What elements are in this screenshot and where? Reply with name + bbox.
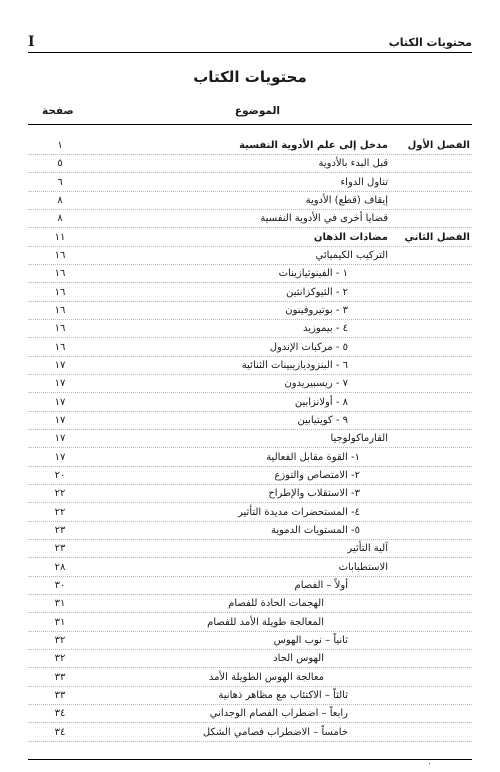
toc-topic: ٣ - بوتيروفينون xyxy=(285,305,348,316)
toc-row xyxy=(28,375,472,393)
toc-topic: الاستطبابات xyxy=(338,561,388,573)
toc-topic: إيقاف (قطع) الأدوية xyxy=(305,195,388,206)
toc-row xyxy=(28,357,472,375)
toc-topic: تناول الدواء xyxy=(340,176,388,188)
toc-page-number: ٣٣ xyxy=(54,689,66,701)
toc-row xyxy=(28,522,472,540)
toc-row xyxy=(28,595,472,613)
toc-row xyxy=(28,669,472,687)
toc-page-number: ٣٢ xyxy=(54,634,66,646)
toc-topic: أولاً – الفصام xyxy=(294,579,348,591)
toc-page-number: ٥ xyxy=(57,158,63,170)
toc-row xyxy=(28,284,472,302)
toc-page-number: ١٧ xyxy=(54,414,66,426)
toc-topic: ثالثاً – الاكتئاب مع مظاهر ذهانية xyxy=(218,689,348,701)
toc-page-number: ١٧ xyxy=(54,451,66,463)
toc-page-number: ٢٠ xyxy=(54,469,66,481)
toc-topic: ٨ - أولانزابين xyxy=(294,396,348,408)
toc-row xyxy=(28,394,472,412)
toc-topic: خامساً – الاضطراب فصامي الشكل xyxy=(202,726,348,738)
toc-page-number: ١٦ xyxy=(54,305,66,316)
toc-topic: ٩ - كويتيابين xyxy=(297,414,348,426)
toc-page-number: ١٦ xyxy=(54,268,66,280)
toc-chapter-label: الفصل الثاني xyxy=(404,231,470,243)
toc-topic: قبل البدء بالأدوية xyxy=(318,158,388,170)
toc-page-number: ٣٤ xyxy=(54,726,66,738)
toc-topic: ٤- المستحضرات مديدة التأثير xyxy=(238,506,360,518)
toc-page-number: ٢٢ xyxy=(54,506,66,518)
toc-page-number: ١٦ xyxy=(54,250,66,261)
toc-row xyxy=(28,449,472,467)
page-column-header: صفحة xyxy=(42,105,74,117)
toc-page-number: ٢٣ xyxy=(54,524,66,536)
toc-row xyxy=(28,155,472,173)
toc-page-number: ٢٢ xyxy=(54,488,66,500)
toc-row xyxy=(28,504,472,522)
toc-page-number: ١٧ xyxy=(54,396,66,408)
toc-topic: رابعاً – اضطراب الفصام الوجداني xyxy=(209,708,348,720)
toc-row xyxy=(28,687,472,705)
toc-row xyxy=(28,320,472,338)
toc-row xyxy=(28,705,472,723)
page-number: I xyxy=(28,34,35,50)
toc-topic: المعالجة طويلة الأمد للفصام xyxy=(207,616,324,628)
toc-row xyxy=(28,192,472,210)
toc-row xyxy=(28,412,472,430)
toc-row xyxy=(28,137,472,155)
running-header-title: محتويات الكتاب xyxy=(388,36,472,49)
toc-row xyxy=(28,559,472,577)
toc-page-number: ٢٨ xyxy=(54,561,66,573)
toc-topic: آلية التأثير xyxy=(347,543,388,555)
toc-topic: معالجة الهوس الطويلة الأمد xyxy=(208,671,324,683)
toc-row xyxy=(28,650,472,668)
footer-rule xyxy=(28,759,472,760)
toc-page-number: ٣٠ xyxy=(54,579,66,591)
toc-row xyxy=(28,577,472,595)
toc-row xyxy=(28,632,472,650)
toc-row xyxy=(28,302,472,320)
toc-topic: التركيب الكيميائي xyxy=(315,250,388,261)
toc-row xyxy=(28,247,472,265)
toc-page-number: ١١ xyxy=(54,231,66,243)
toc-row xyxy=(28,210,472,228)
toc-topic: مضادات الذهان xyxy=(313,231,388,243)
toc-topic: الهوس الحاد xyxy=(273,653,324,665)
toc-row xyxy=(28,174,472,192)
toc-page-number: ١ xyxy=(57,140,63,151)
toc-topic: ثانياً – نوب الهوس xyxy=(273,634,348,646)
toc-row xyxy=(28,540,472,558)
toc-page-number: ٣١ xyxy=(54,616,66,628)
toc-chapter-label: الفصل الأول xyxy=(407,140,470,151)
toc-topic: ٢- الامتصاص والتوزع xyxy=(274,469,360,481)
toc-page-number: ١٦ xyxy=(54,323,66,335)
toc-row xyxy=(28,229,472,247)
toc-row xyxy=(28,467,472,485)
toc-page-number: ١٧ xyxy=(54,360,66,371)
toc-page-number: ٣٣ xyxy=(54,671,66,683)
toc-page-number: ٢٣ xyxy=(54,543,66,555)
toc-page-number: ١٧ xyxy=(54,433,66,445)
toc-topic: قضايا أخرى في الأدوية النفسية xyxy=(260,213,388,225)
toc-page-number: ٣٢ xyxy=(54,653,66,665)
toc-topic: ٦ - البنزوديازيبينات الثنائية xyxy=(241,360,348,371)
toc-topic: ٣- الاستقلاب والإطراح xyxy=(268,488,360,500)
toc-page-number: ١٦ xyxy=(54,341,66,353)
toc-page-number: ٦ xyxy=(57,176,63,188)
toc-page-number: ١٦ xyxy=(54,286,66,298)
toc-topic: ١- القوة مقابل الفعالية xyxy=(266,451,360,463)
toc-row xyxy=(28,430,472,448)
toc-page-number: ٣٤ xyxy=(54,708,66,720)
toc-page-number: ١٧ xyxy=(54,378,66,390)
toc-row xyxy=(28,614,472,632)
toc-row xyxy=(28,724,472,742)
toc-page-number: ٨ xyxy=(57,213,63,225)
toc-row xyxy=(28,485,472,503)
toc-topic: ٥- المستويات الدموية xyxy=(270,524,360,536)
toc-topic: ٤ - بيموزيد xyxy=(303,323,348,335)
toc-topic: ٧ - ريسبيريدون xyxy=(284,378,348,390)
toc-topic: ٥ - مركبات الإندول xyxy=(269,341,348,353)
toc-topic: الهجمات الحادة للفصام xyxy=(228,598,324,610)
toc-topic: مدخل إلى علم الأدوية النفسية xyxy=(239,140,388,151)
toc-page-number: ٣١ xyxy=(54,598,66,610)
topic-column-header: الموضوع xyxy=(234,105,280,117)
toc-topic: الفارماكولوجيا xyxy=(330,433,388,445)
footer-mark xyxy=(429,763,430,764)
toc-page-number: ٨ xyxy=(57,195,63,206)
toc-topic: ٢ - الثيوكزانثين xyxy=(286,286,348,298)
toc-row xyxy=(28,265,472,283)
toc-topic: ١ - الفينوثيازينات xyxy=(278,268,348,280)
toc-row xyxy=(28,339,472,357)
page-title: محتويات الكتاب xyxy=(193,68,307,86)
